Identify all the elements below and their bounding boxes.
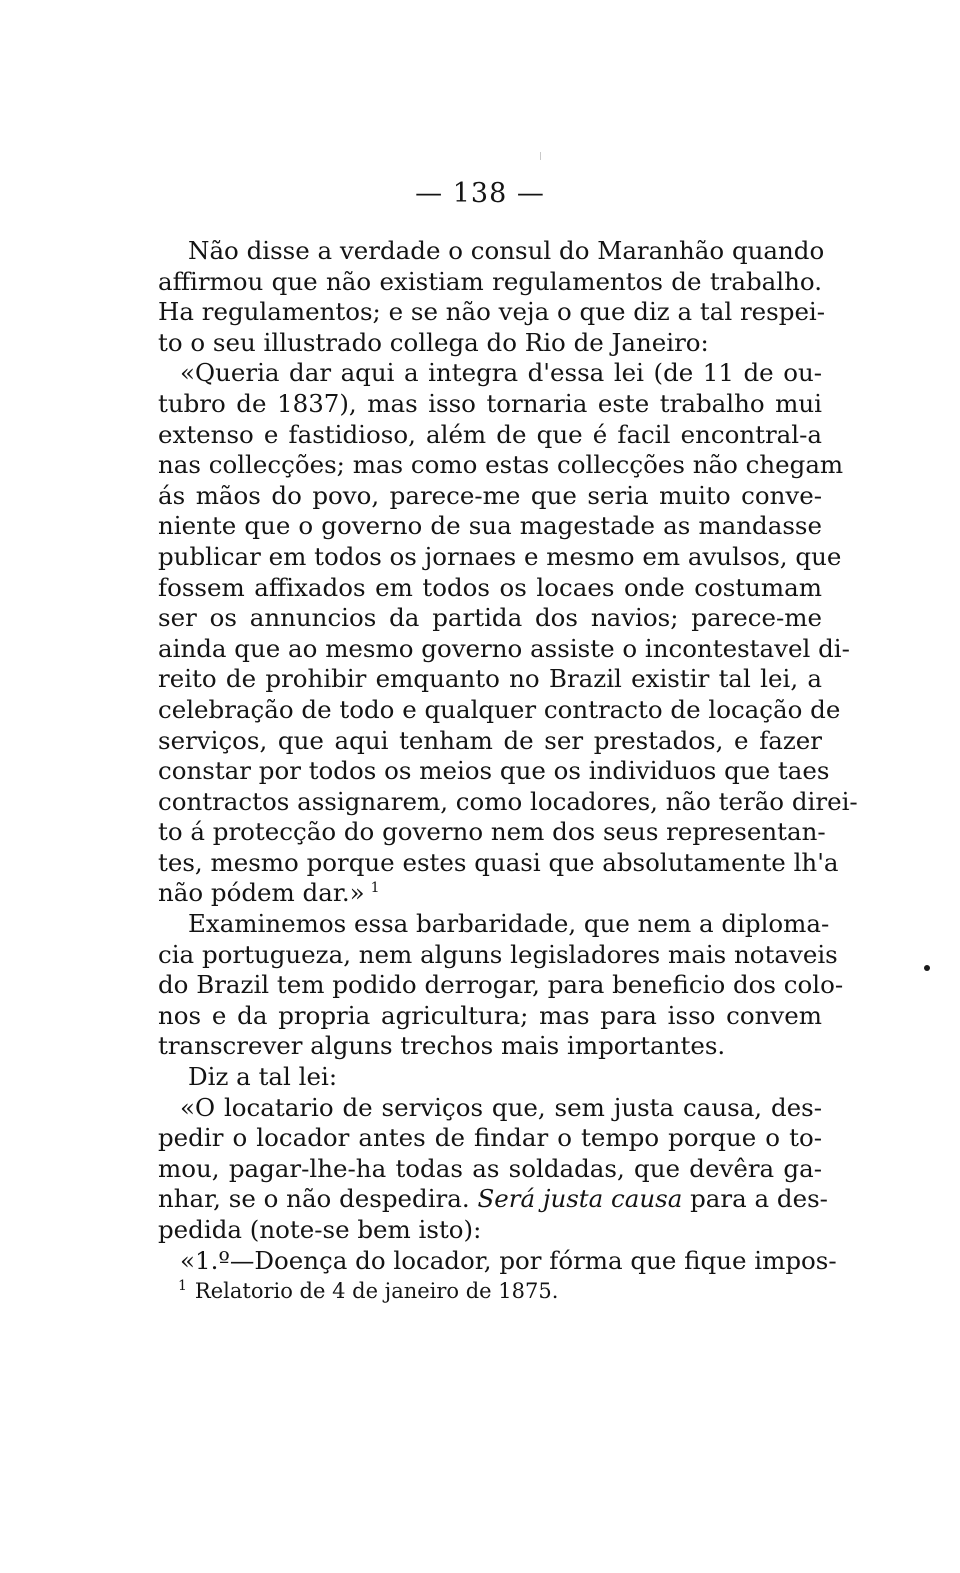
text-line: «O locatario de serviços que, sem justa causa, des- — [180, 1092, 822, 1122]
text-line: do Brazil tem podido derrogar, para beneficio dos colo- — [158, 970, 844, 1000]
footnote-marker: 1 — [178, 1278, 187, 1294]
text-line: nos e da propria agricultura; mas para isso convem — [158, 1000, 822, 1030]
text-line: tes, mesmo porque estes quasi que absolutamente lh'a — [158, 847, 839, 877]
text-line: cia portugueza, nem alguns legisladores mais notaveis — [158, 939, 838, 969]
text-line-content: para a des- — [690, 1184, 828, 1214]
body-text — [158, 236, 858, 1276]
text-line: niente que o governo de sua magestade as mandasse — [158, 511, 822, 541]
scan-mark — [540, 152, 541, 160]
text-line: celebração de todo e qualquer contracto de locação de — [158, 694, 841, 724]
text-line: ainda que ao mesmo governo assiste o incontestavel di- — [158, 633, 850, 663]
footnote — [178, 1278, 558, 1303]
text-line: tubro de 1837), mas isso tornaria este trabalho mui — [158, 388, 822, 418]
footnote-text: Relatorio de 4 de janeiro de 1875. — [194, 1279, 559, 1303]
text-line: Ha regulamentos; e se não veja o que diz a tal respei- — [158, 297, 826, 327]
text-line: ser os annuncios da partida dos navios; parece-me — [158, 603, 822, 633]
text-line: serviços, que aqui tenham de ser prestados, e fazer — [158, 725, 822, 755]
text-line: affirmou que não existiam regulamentos de trabalho. — [158, 266, 822, 296]
ink-speck — [924, 965, 930, 971]
page-number: — 138 — — [415, 178, 545, 209]
text-line: «1.º—Doença do locador, por fórma que fique impos- — [180, 1245, 837, 1275]
text-line: to á protecção do governo nem dos seus representan- — [158, 817, 826, 847]
emphasis-text: Será justa causa — [477, 1184, 683, 1214]
footnote-reference: 1 — [370, 880, 380, 897]
text-line: Examinemos essa barbaridade, que nem a diploma- — [188, 909, 830, 939]
text-line: pedida (note-se bem isto): — [158, 1215, 482, 1244]
text-line: transcrever alguns trechos mais importantes. — [158, 1031, 726, 1061]
text-line: ás mãos do povo, parece-me que seria muito conve- — [158, 480, 822, 510]
text-line: fossem affixados em todos os locaes onde costumam — [158, 572, 822, 602]
text-line: Não disse a verdade o consul do Maranhão quando — [188, 236, 825, 265]
text-line-quote-end — [158, 878, 822, 909]
text-line: contractos assignarem, como locadores, não terão direi- — [158, 786, 858, 816]
text-line: constar por todos os meios que os individuos que taes — [158, 756, 830, 786]
text-line: Diz a tal lei: — [188, 1062, 338, 1092]
text-line-content: não pódem dar.» — [158, 878, 365, 908]
text-line: to o seu illustrado collega do Rio de Janeiro: — [158, 327, 709, 357]
text-line: pedir o locador antes de findar o tempo porque o to- — [158, 1123, 822, 1153]
text-line: «Queria dar aqui a integra d'essa lei (de 11 de ou- — [180, 358, 822, 388]
text-line: publicar em todos os jornaes e mesmo em avulsos, que — [158, 541, 842, 571]
text-line-mixed — [158, 1184, 828, 1215]
text-line: mou, pagar-lhe-ha todas as soldadas, que devêra ga- — [158, 1153, 822, 1183]
text-line: nas collecções; mas como estas collecções não chegam — [158, 450, 844, 480]
text-line-content: nhar, se o não despedira. — [158, 1184, 470, 1214]
text-line: reito de prohibir emquanto no Brazil existir tal lei, a — [158, 664, 822, 694]
text-line: extenso e fastidioso, além de que é facil encontral-a — [158, 419, 822, 449]
